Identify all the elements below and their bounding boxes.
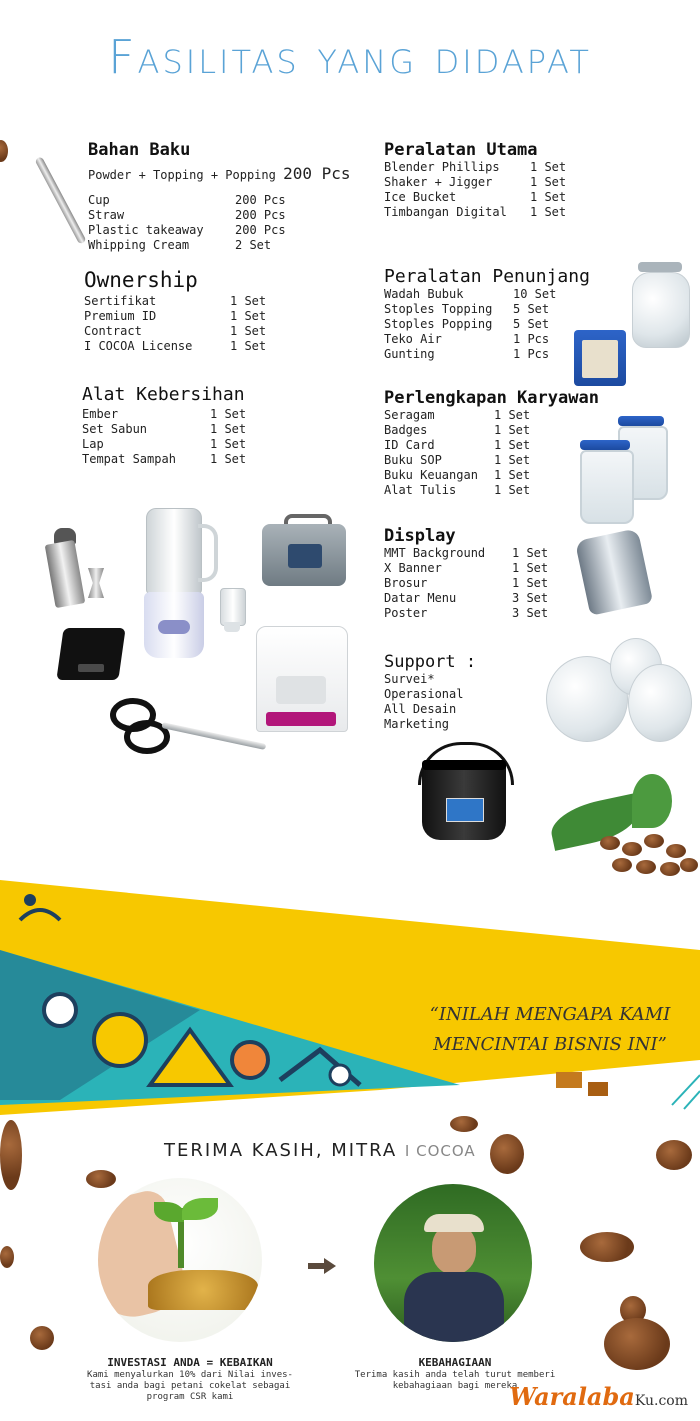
thanks-title: TERIMA KASIH, MITRA xyxy=(164,1140,398,1161)
invest-text: Kami menyalurkan 10% dari Nilai inves- tasi anda bagi petani cokelat sebagai program CSR kami xyxy=(87,1370,293,1402)
section-heading: Alat Kebersihan xyxy=(82,384,245,405)
list-item: Timbangan Digital 1 Set xyxy=(384,205,567,219)
list-item: Premium ID 1 Set xyxy=(84,309,267,323)
item-list xyxy=(384,672,476,732)
list-item: Ice Bucket 1 Set xyxy=(384,190,567,204)
list-item: MMT Background 1 Set xyxy=(384,546,549,560)
list-item: All Desain xyxy=(384,702,457,716)
topping-box-image xyxy=(574,330,626,386)
section-heading: Ownership xyxy=(84,268,198,292)
item-list xyxy=(84,294,266,354)
list-item: Contract 1 Set xyxy=(84,324,267,338)
section-ownership xyxy=(84,268,266,354)
coffee-leaves-image xyxy=(540,772,700,882)
coffee-bean-image xyxy=(0,1246,14,1268)
list-item: Wadah Bubuk 10 Set xyxy=(384,287,557,301)
section-heading: Display xyxy=(384,526,456,546)
list-item: Buku Keuangan 1 Set xyxy=(384,468,531,482)
brand-logo: I COCOA xyxy=(404,1142,476,1160)
item-list xyxy=(384,160,566,220)
list-item: Blender Phillips 1 Set xyxy=(384,160,567,174)
list-item: Whipping Cream 2 Set xyxy=(88,238,272,252)
item-list xyxy=(384,287,590,362)
farmer-image xyxy=(374,1184,532,1342)
banner-graphic xyxy=(0,880,700,1115)
note-qty: 200 Pcs xyxy=(283,164,351,183)
list-item: Teko Air 1 Pcs xyxy=(384,332,550,346)
digital-scale-image xyxy=(60,628,122,682)
coffee-bean-image xyxy=(0,140,8,162)
coffee-bean-image xyxy=(604,1318,670,1370)
section-heading: Bahan Baku xyxy=(88,140,191,160)
arrow-right-icon xyxy=(308,1258,336,1274)
list-item: Stoples Topping 5 Set xyxy=(384,302,550,316)
list-item: Straw 200 Pcs xyxy=(88,208,286,222)
section-heading: Support : xyxy=(384,652,477,672)
section-alat-kebersihan xyxy=(82,384,246,467)
list-item: I COCOA License 1 Set xyxy=(84,339,267,353)
item-list xyxy=(82,407,246,467)
section-heading: Peralatan Penunjang xyxy=(384,266,590,287)
list-item: Alat Tulis 1 Set xyxy=(384,483,531,497)
item-list xyxy=(384,408,599,498)
bahan-baku-note xyxy=(88,166,351,183)
section-peralatan-utama xyxy=(384,140,566,220)
list-item: Datar Menu 3 Set xyxy=(384,591,549,605)
water-pitcher-image xyxy=(578,416,684,522)
invest-heading: INVESTASI ANDA = KEBAIKAN xyxy=(107,1356,273,1369)
bucket-image xyxy=(422,760,506,840)
coffee-bean-image xyxy=(86,1170,116,1188)
pen-image xyxy=(34,156,86,245)
section-bahan-baku xyxy=(88,140,351,253)
investment-image xyxy=(98,1178,262,1342)
list-item: Set Sabun 1 Set xyxy=(82,422,247,436)
coffee-bean-image xyxy=(0,1120,22,1190)
list-item: Operasional xyxy=(384,687,464,701)
page-title: Fasilitas yang didapat xyxy=(108,30,592,84)
list-item: Marketing xyxy=(384,717,450,731)
list-item: Lap 1 Set xyxy=(82,437,247,451)
list-item: Cup 200 Pcs xyxy=(88,193,286,207)
item-list xyxy=(88,193,351,253)
list-item: Plastic takeaway 200 Pcs xyxy=(88,223,286,237)
shaker-image xyxy=(50,528,110,608)
section-display xyxy=(384,526,548,621)
banner-quote: “INILAH MENGAPA KAMI MENCINTAI BISNIS INI” xyxy=(429,1004,671,1055)
note-text: Powder + Topping + Popping xyxy=(88,168,276,182)
cocoa-block-icon xyxy=(556,1072,582,1088)
list-item: Gunting 1 Pcs xyxy=(384,347,550,361)
scissors-image xyxy=(110,688,270,758)
section-support xyxy=(384,652,476,732)
item-list xyxy=(384,546,548,621)
coffee-bean-image xyxy=(450,1116,478,1132)
list-item: Buku SOP 1 Set xyxy=(384,453,531,467)
watermark-logo: WaralabaKu.com xyxy=(509,1382,688,1411)
trash-bin-image xyxy=(576,520,658,612)
list-item: Survei* xyxy=(384,672,435,686)
happy-text: Terima kasih anda telah turut memberi kebahagiaan bagi mereka xyxy=(354,1370,556,1391)
blender-cup-image xyxy=(220,588,244,634)
section-heading: Perlengkapan Karyawan xyxy=(384,388,599,408)
list-item: Badges 1 Set xyxy=(384,423,531,437)
coffee-bean-image xyxy=(30,1326,54,1350)
happy-heading: KEBAHAGIAAN xyxy=(418,1356,492,1369)
list-item: Shaker + Jigger 1 Set xyxy=(384,175,567,189)
section-perlengkapan-karyawan xyxy=(384,388,599,498)
list-item: Poster 3 Set xyxy=(384,606,549,620)
cooler-box-image xyxy=(262,514,346,588)
section-heading: Peralatan Utama xyxy=(384,140,538,160)
coffee-bean-image xyxy=(656,1140,692,1170)
list-item: X Banner 1 Set xyxy=(384,561,549,575)
blender-image xyxy=(138,508,218,660)
glass-jar-image xyxy=(632,262,688,346)
glass-jars-image xyxy=(544,636,692,744)
list-item: Seragam 1 Set xyxy=(384,408,531,422)
list-item: Stoples Popping 5 Set xyxy=(384,317,550,331)
thanks-heading xyxy=(164,1140,476,1161)
list-item: Sertifikat 1 Set xyxy=(84,294,267,308)
list-item: ID Card 1 Set xyxy=(384,438,531,452)
section-peralatan-penunjang xyxy=(384,266,590,362)
list-item: Ember 1 Set xyxy=(82,407,247,421)
list-item: Tempat Sampah 1 Set xyxy=(82,452,247,466)
banner xyxy=(0,880,700,1115)
list-item: Brosur 1 Set xyxy=(384,576,549,590)
coffee-bean-image xyxy=(490,1134,524,1174)
coffee-bean-image xyxy=(580,1232,634,1262)
